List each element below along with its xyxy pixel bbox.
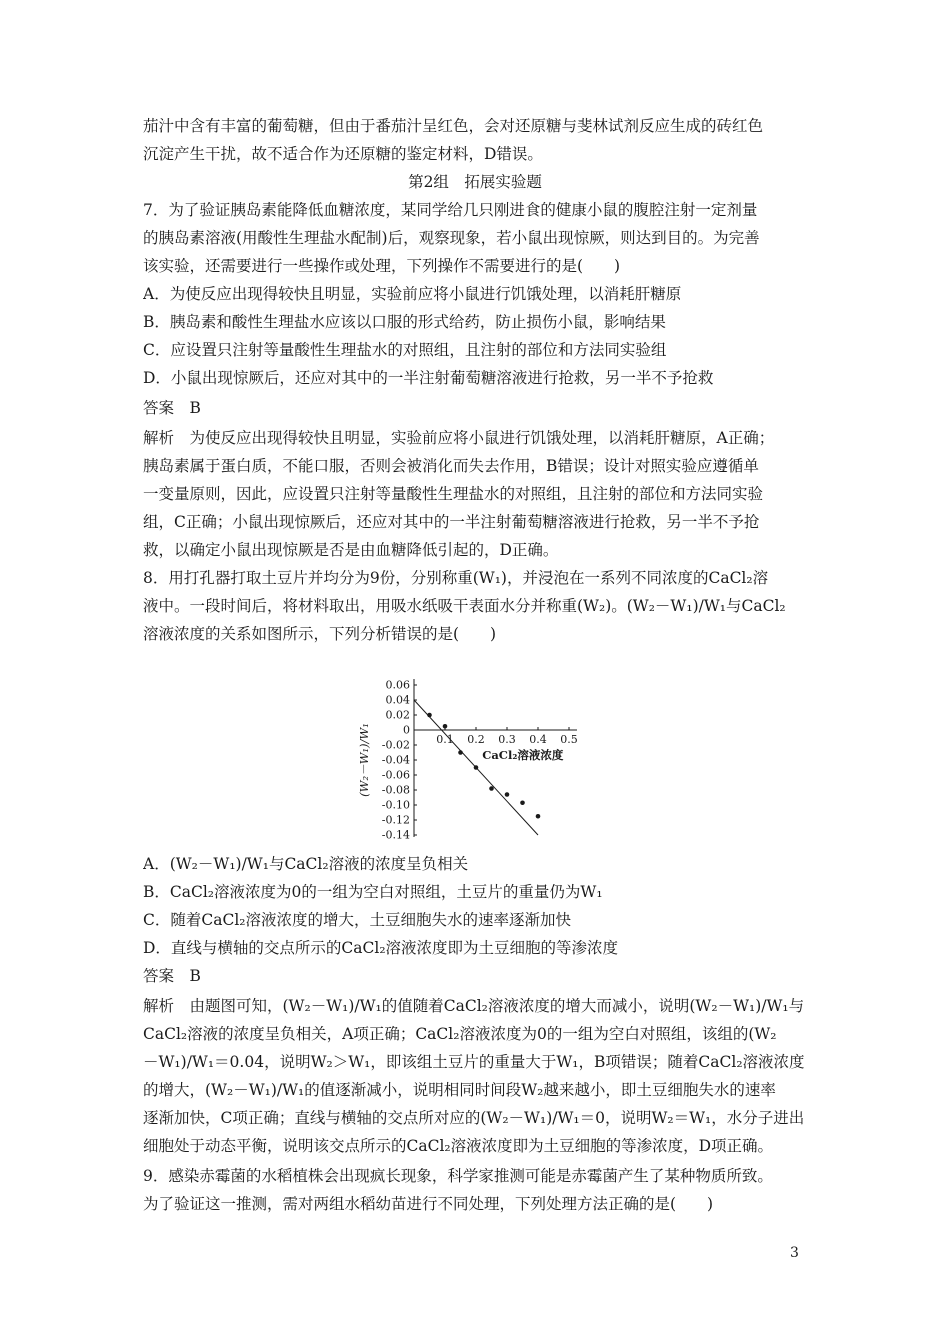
text-line: 救，以确定小鼠出现惊厥是否是由血糖降低引起的，D正确。	[143, 541, 559, 559]
data-point	[536, 814, 541, 819]
y-tick-label: -0.04	[381, 753, 410, 767]
section-heading: 第2组 拓展实验题	[408, 173, 542, 191]
text-line: 的胰岛素溶液(用酸性生理盐水配制)后，观察现象，若小鼠出现惊厥，则达到目的。为完善	[143, 229, 760, 247]
text-line: 细胞处于动态平衡，说明该交点所示的CaCl₂溶液浓度即为土豆细胞的等渗浓度，D项正确。	[143, 1137, 774, 1155]
text-line: 该实验，还需要进行一些操作或处理，下列操作不需要进行的是( )	[143, 257, 621, 275]
text-line: 溶液浓度的关系如图所示，下列分析错误的是( )	[143, 625, 497, 643]
x-tick-label: 0.5	[560, 733, 578, 746]
y-tick-label: 0.02	[385, 708, 410, 722]
data-point	[489, 786, 494, 791]
option-d: D．直线与横轴的交点所示的CaCl₂溶液浓度即为土豆细胞的等渗浓度	[143, 939, 619, 957]
data-point	[520, 800, 525, 805]
option-b: B．CaCl₂溶液浓度为0的一组为空白对照组，土豆片的重量仍为W₁	[143, 883, 603, 901]
text-line: 一变量原则，因此，应设置只注射等量酸性生理盐水的对照组，且注射的部位和方法同实验	[143, 485, 764, 503]
y-tick-label: 0	[403, 723, 410, 737]
y-tick-label: -0.10	[381, 798, 410, 812]
option-b: B．胰岛素和酸性生理盐水应该以口服的形式给药，防止损伤小鼠，影响结果	[143, 313, 666, 331]
y-tick-label: 0.06	[385, 678, 410, 692]
y-tick-label: -0.12	[381, 813, 410, 827]
analysis-line: 解析 为使反应出现得较快且明显，实验前应将小鼠进行饥饿处理，以消耗肝糖原，A正确；	[143, 429, 775, 447]
text-line: CaCl₂溶液的浓度呈负相关，A项正确；CaCl₂溶液浓度为0的一组为空白对照组，该组的(W₂	[143, 1025, 777, 1043]
text-line: 逐渐加快，C项正确；直线与横轴的交点所对应的(W₂－W₁)/W₁＝0，说明W₂＝W₁，水分子进出	[143, 1109, 805, 1127]
text-line: 的增大，(W₂－W₁)/W₁的值逐渐减小，说明相同时间段W₂越来越小，即土豆细胞失水的速率	[143, 1081, 776, 1099]
option-a: A．为使反应出现得较快且明显，实验前应将小鼠进行饥饿处理，以消耗肝糖原	[143, 285, 682, 303]
option-c: C．随着CaCl₂溶液浓度的增大，土豆细胞失水的速率逐渐加快	[143, 911, 571, 929]
y-tick-label: 0.04	[385, 693, 410, 707]
x-axis-title: CaCl₂溶液浓度	[482, 748, 564, 762]
text-line: 茄汁中含有丰富的葡萄糖，但由于番茄汁呈红色，会对还原糖与斐林试剂反应生成的砖红色	[143, 117, 764, 135]
text-line: 组，C正确；小鼠出现惊厥后，还应对其中的一半注射葡萄糖溶液进行抢救，另一半不予抢	[143, 513, 760, 531]
x-tick-label: 0.3	[498, 733, 516, 746]
data-point	[458, 750, 463, 755]
option-a: A．(W₂－W₁)/W₁与CaCl₂溶液的浓度呈负相关	[143, 855, 469, 873]
data-point	[427, 713, 432, 718]
data-point	[474, 765, 479, 770]
analysis-line: 解析 由题图可知，(W₂－W₁)/W₁的值随着CaCl₂溶液浓度的增大而减小，说明(W₂－W₁)/W₁与	[143, 997, 805, 1015]
data-point	[505, 792, 510, 797]
question-9-stem: 9．感染赤霉菌的水稻植株会出现疯长现象，科学家推测可能是赤霉菌产生了某种物质所致。	[143, 1167, 773, 1185]
y-tick-label: -0.06	[381, 768, 410, 782]
text-line: 胰岛素属于蛋白质，不能口服，否则会被消化而失去作用，B错误；设计对照实验应遵循单	[143, 457, 759, 475]
x-tick-label: 0.2	[467, 733, 485, 746]
answer-line: 答案 B	[143, 967, 201, 985]
y-tick-label: -0.02	[381, 738, 410, 752]
text-line: 沉淀产生干扰，故不适合作为还原糖的鉴定材料，D错误。	[143, 145, 543, 163]
x-tick-label: 0.4	[529, 733, 547, 746]
y-tick-label: -0.14	[381, 828, 410, 842]
data-point	[443, 724, 448, 729]
option-d: D．小鼠出现惊厥后，还应对其中的一半注射葡萄糖溶液进行抢救，另一半不予抢救	[143, 369, 714, 387]
option-c: C．应设置只注射等量酸性生理盐水的对照组，且注射的部位和方法同实验组	[143, 341, 667, 359]
question-8-stem: 8．用打孔器打取土豆片并均分为9份，分别称重(W₁)，并浸泡在一系列不同浓度的CaCl₂溶	[143, 569, 769, 587]
y-tick-label: -0.08	[381, 783, 410, 797]
y-axis-title: (W₂－W₁)/W₁	[357, 723, 371, 797]
text-line: 液中。一段时间后，将材料取出，用吸水纸吸干表面水分并称重(W₂)。(W₂－W₁)/W₁与CaCl₂	[143, 597, 786, 615]
text-line: －W₁)/W₁＝0.04，说明W₂＞W₁，即该组土豆片的重量大于W₁，B项错误；随着CaCl₂溶液浓度	[143, 1053, 805, 1071]
page-number: 3	[790, 1245, 799, 1261]
question-7-stem: 7．为了验证胰岛素能降低血糖浓度，某同学给几只刚进食的健康小鼠的腹腔注射一定剂量	[143, 201, 758, 219]
x-tick-label: 0.1	[436, 733, 454, 746]
text-line: 为了验证这一推测，需对两组水稻幼苗进行不同处理，下列处理方法正确的是( )	[143, 1195, 714, 1213]
scatter-chart	[352, 668, 622, 848]
answer-line: 答案 B	[143, 399, 201, 417]
